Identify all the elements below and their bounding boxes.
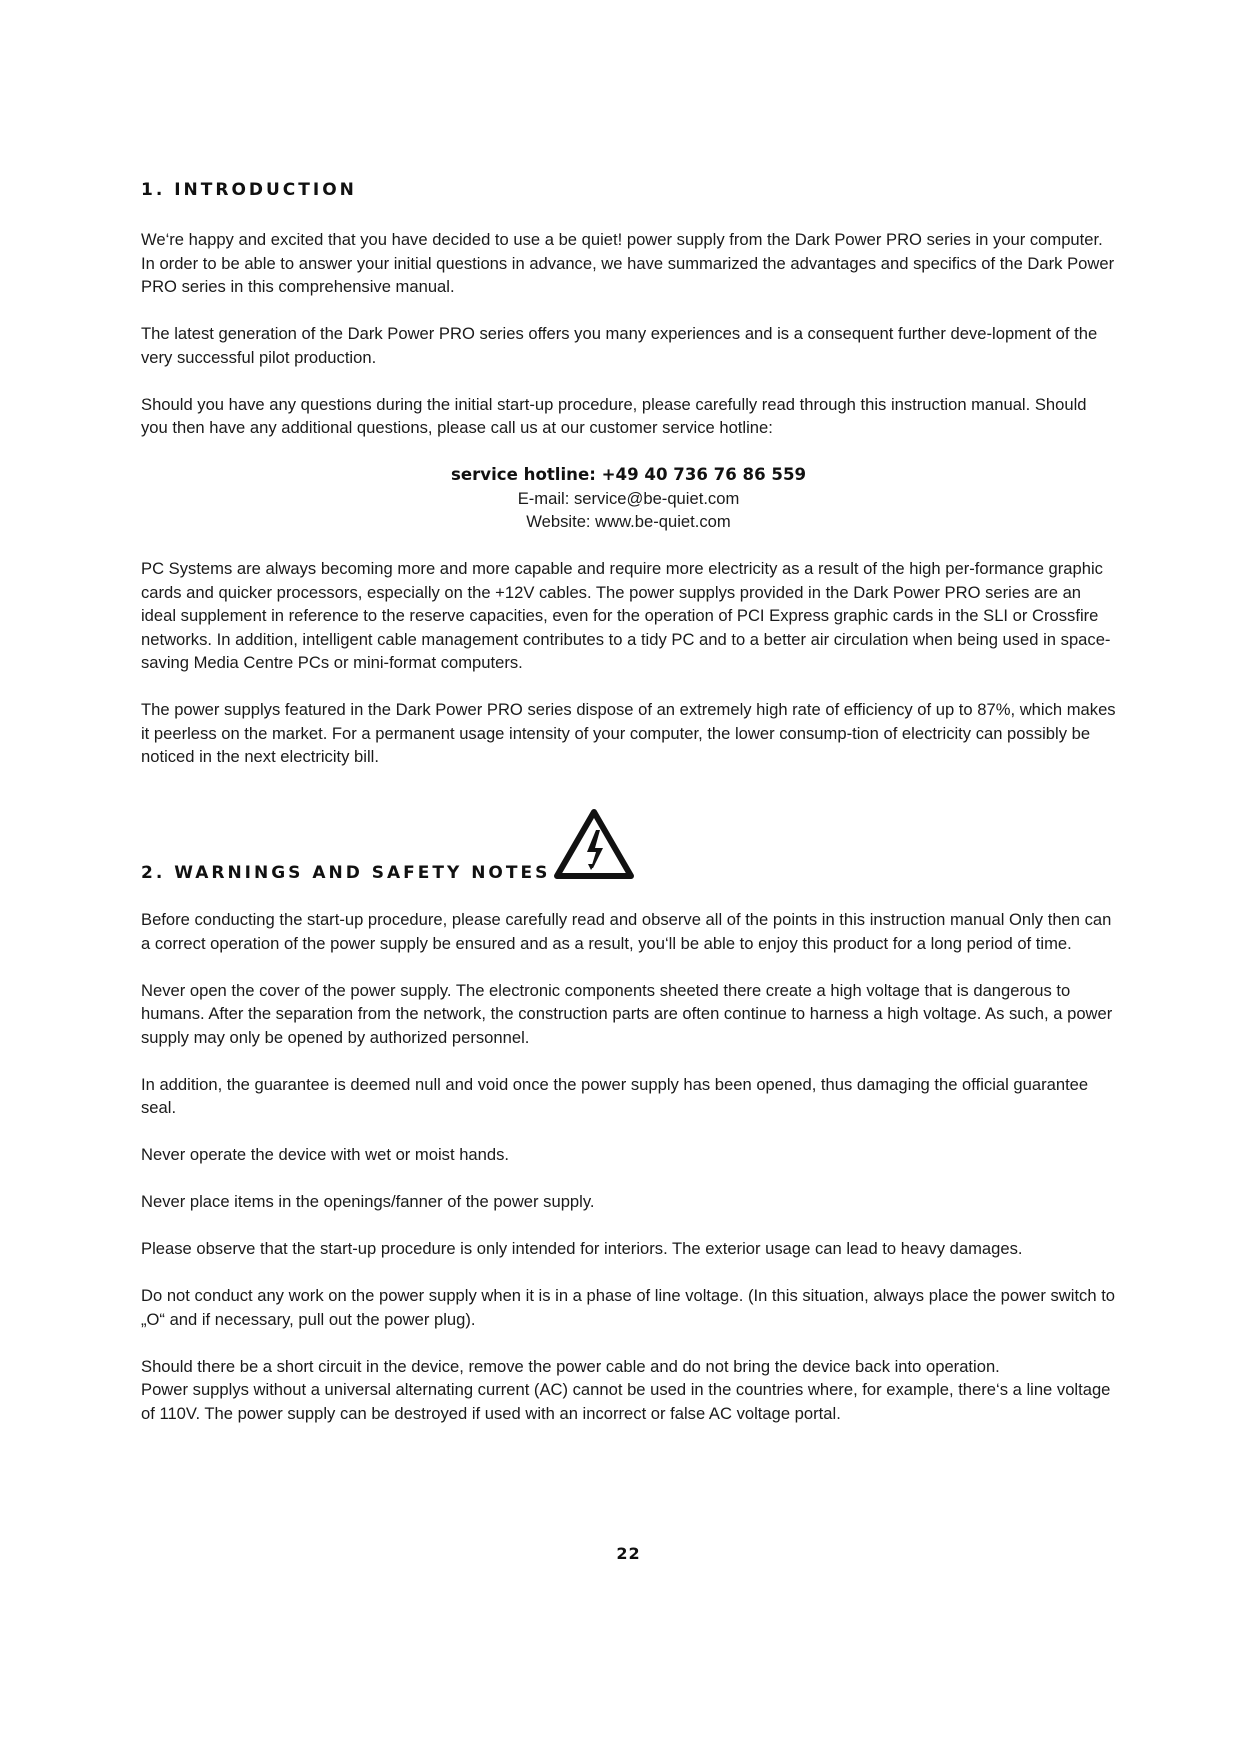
- introduction-body: [141, 228, 1116, 769]
- warning-paragraph: Do not conduct any work on the power supply when it is in a phase of line voltage. (In this situation, always place the power switch to „O“ and if necessary, pull out the power plug).: [141, 1286, 1116, 1329]
- warning-paragraph: Please observe that the start-up procedure is only intended for interiors. The exterior usage can lead to heavy damages.: [141, 1239, 1023, 1258]
- warning-paragraph: Never place items in the openings/fanner of the power supply.: [141, 1192, 595, 1211]
- warning-paragraph: Never open the cover of the power supply. The electronic components sheeted there create a high voltage that is dangerous to humans. After the separation from the network, the construction parts are often continue to harness a high voltage. As such, a power supply may only be opened by authorized personnel.: [141, 980, 1113, 1047]
- warning-paragraph: Never operate the device with wet or moist hands.: [141, 1145, 510, 1164]
- intro-paragraph: The power supplys featured in the Dark Power PRO series dispose of an extremely high rate of efficiency of up to 87%, which makes it peerless on the market. For a permanent usage intensity of your computer, the lower consump-tion of electricity can possibly be noticed in the next electricity bill.: [141, 700, 1116, 766]
- warning-paragraph: Should there be a short circuit in the device, remove the power cable and do not bring the device back into operation.: [141, 1356, 1000, 1376]
- high-voltage-warning-icon: [551, 806, 637, 882]
- page-number: 22: [616, 1544, 641, 1563]
- intro-paragraph: PC Systems are always becoming more and more capable and require more electricity as a result of the high per-formance graphic cards and quicker processors, especially on the +12V cables. The power supplys provided in the Dark Power PRO series are an ideal supplement in reference to the reserve capacities, even for the operation of PCI Express graphic cards in the SLI or Crossfire networks. In addition, intelligent cable management contributes to a tidy PC and to a better air circulation when being used in space-saving Media Centre PCs or mini-format computers.: [141, 559, 1111, 672]
- warning-paragraph: Before conducting the start-up procedure, please carefully read and observe all of the points in this instruction manual Only then can a correct operation of the power supply be ensured and as a result, you‘ll be able to enjoy this product for a long period of time.: [141, 910, 1112, 953]
- warnings-body: [141, 908, 1116, 1425]
- warning-paragraph: Power supplys without a universal alternating current (AC) cannot be used in the countries where, for example, there‘s a line voltage of 110V. The power supply can be destroyed if used with an incorrect or false AC voltage portal.: [141, 1380, 1111, 1423]
- intro-paragraph: We‘re happy and excited that you have decided to use a be quiet! power supply from the Dark Power PRO series in your computer. In order to be able to answer your initial questions in advance, we have summarized the advantages and specifics of the Dark Power PRO series in this comprehensive manual.: [141, 230, 1115, 296]
- intro-paragraph: The latest generation of the Dark Power PRO series offers you many experiences and is a consequent further deve-lopment of the very successful pilot production.: [141, 324, 1098, 367]
- contact-block: [141, 463, 1116, 534]
- service-hotline: service hotline: +49 40 736 76 86 559: [450, 465, 807, 484]
- warning-paragraph: In addition, the guarantee is deemed null and void once the power supply has been opened, thus damaging the official guarantee seal.: [141, 1074, 1089, 1117]
- section-heading-introduction: 1. INTRODUCTION: [141, 180, 357, 200]
- intro-paragraph: Should you have any questions during the initial start-up procedure, please carefully read through this instruction manual. Should you then have any additional questions, please call us at our customer service hotline:: [141, 394, 1087, 437]
- section-heading-warnings: 2. WARNINGS AND SAFETY NOTES: [141, 863, 551, 883]
- service-email: E-mail: service@be-quiet.com: [517, 488, 740, 508]
- service-website: Website: www.be-quiet.com: [526, 512, 731, 531]
